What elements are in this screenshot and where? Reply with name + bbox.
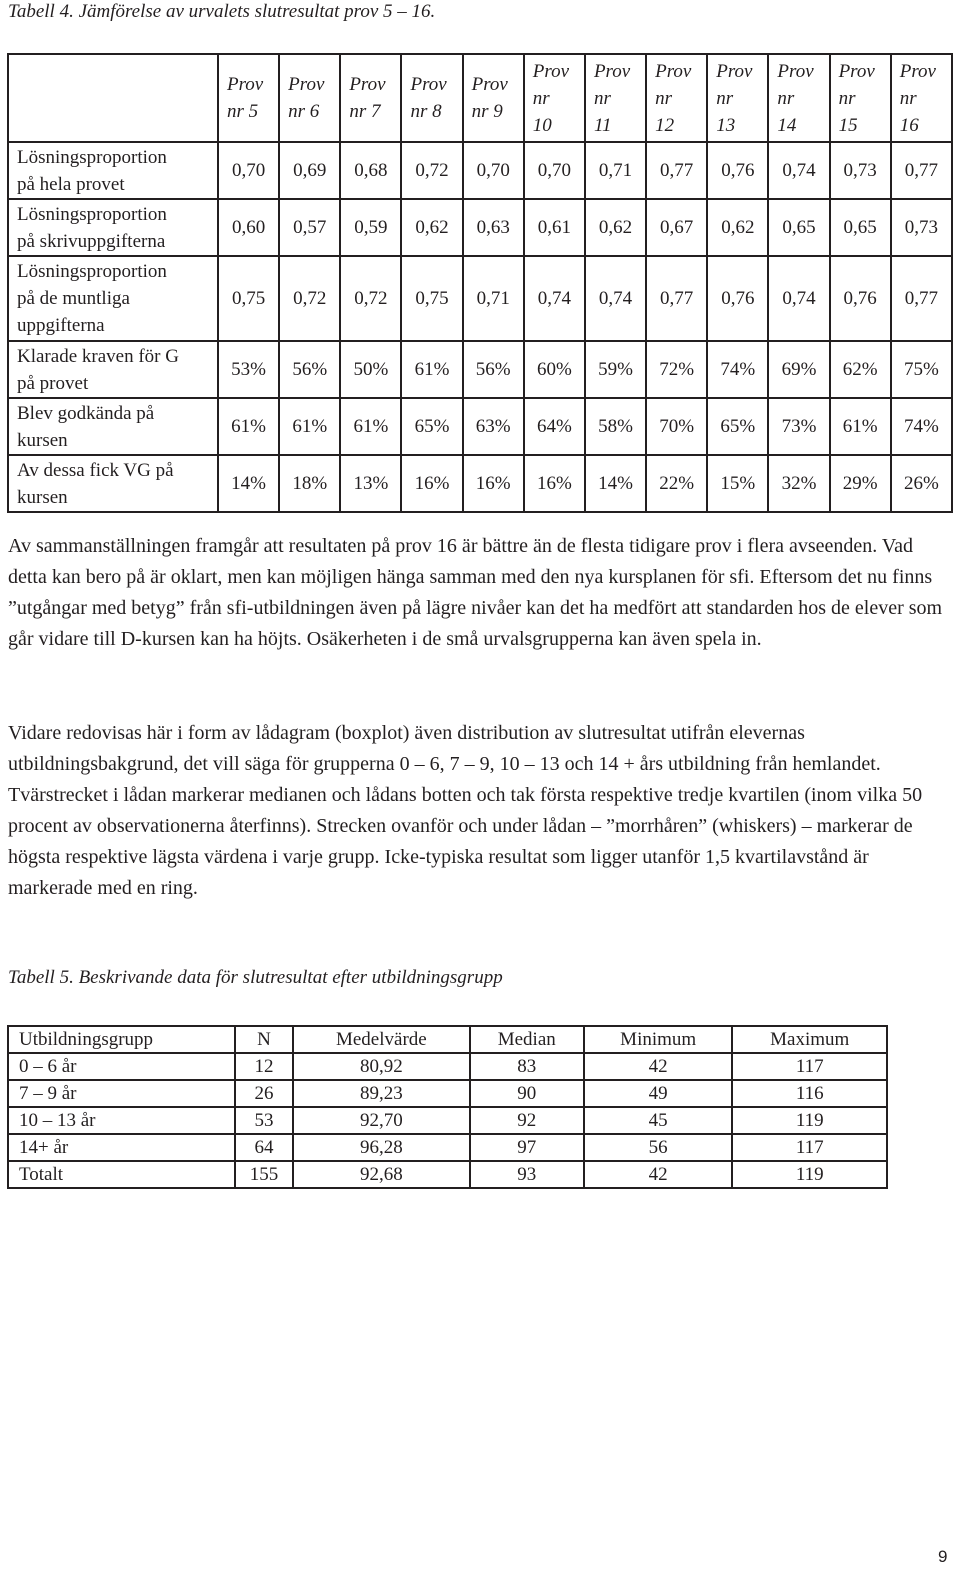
table-cell: 14+ år: [8, 1134, 235, 1161]
table-cell: 0,72: [401, 142, 462, 199]
table-cell: 0,74: [768, 142, 829, 199]
table-cell: 119: [732, 1107, 887, 1134]
table-cell: 0,74: [768, 256, 829, 341]
table-cell: 0,60: [218, 199, 279, 256]
table-cell: 0,57: [279, 199, 340, 256]
table-cell: 69%: [768, 341, 829, 398]
table-cell: 0,73: [830, 142, 891, 199]
table-cell: 0 – 6 år: [8, 1053, 235, 1080]
table-cell: 72%: [646, 341, 707, 398]
table-row: [8, 1107, 887, 1134]
table-cell: 0,69: [279, 142, 340, 199]
table-cell: 64%: [524, 398, 585, 455]
table-cell: 155: [235, 1161, 293, 1188]
table-cell: 65%: [707, 398, 768, 455]
table-cell: 56%: [463, 341, 524, 398]
column-header: Utbildningsgrupp: [8, 1026, 235, 1053]
page-number: 9: [938, 1547, 948, 1566]
table-cell: 26%: [891, 455, 952, 512]
table-row: [8, 199, 952, 256]
table-cell: 92,70: [293, 1107, 470, 1134]
table-cell: 22%: [646, 455, 707, 512]
table-cell: 29%: [830, 455, 891, 512]
header-prov-16: Prov nr 16: [891, 54, 952, 142]
table-row: [8, 1053, 887, 1080]
table-row: [8, 341, 952, 398]
table-cell: 92,68: [293, 1161, 470, 1188]
header-prov-5: Prov nr 5: [218, 54, 279, 142]
table-cell: 56: [584, 1134, 733, 1161]
table-cell: 42: [584, 1053, 733, 1080]
header-prov-6: Prov nr 6: [279, 54, 340, 142]
header-prov-14: Prov nr 14: [768, 54, 829, 142]
table-cell: 15%: [707, 455, 768, 512]
table-cell: 116: [732, 1080, 887, 1107]
table-cell: 74%: [891, 398, 952, 455]
table-cell: 16%: [401, 455, 462, 512]
table-cell: Totalt: [8, 1161, 235, 1188]
header-prov-15: Prov nr 15: [830, 54, 891, 142]
table-cell: 32%: [768, 455, 829, 512]
row-label: Lösningsproportion på de muntliga uppgifterna: [8, 256, 218, 341]
table-cell: 16%: [463, 455, 524, 512]
table-cell: 0,76: [707, 256, 768, 341]
table-cell: 0,76: [830, 256, 891, 341]
table-cell: 0,68: [340, 142, 401, 199]
table-row: [8, 398, 952, 455]
table-cell: 117: [732, 1053, 887, 1080]
table-cell: 61%: [401, 341, 462, 398]
row-label: Av dessa fick VG på kursen: [8, 455, 218, 512]
table-cell: 14%: [585, 455, 646, 512]
table-cell: 0,62: [707, 199, 768, 256]
table-cell: 61%: [830, 398, 891, 455]
table-cell: 0,77: [646, 256, 707, 341]
table-cell: 96,28: [293, 1134, 470, 1161]
row-label: Blev godkända på kursen: [8, 398, 218, 455]
table-cell: 0,62: [401, 199, 462, 256]
table-row: [8, 256, 952, 341]
table-row: [8, 142, 952, 199]
table-cell: 61%: [340, 398, 401, 455]
table-cell: 7 – 9 år: [8, 1080, 235, 1107]
table-cell: 56%: [279, 341, 340, 398]
column-header: Median: [470, 1026, 584, 1053]
table-cell: 0,65: [768, 199, 829, 256]
table-cell: 0,61: [524, 199, 585, 256]
table4-caption: Tabell 4. Jämförelse av urvalets slutresultat prov 5 – 16.: [8, 1, 436, 22]
header-prov-10: Prov nr 10: [524, 54, 585, 142]
row-label: Klarade kraven för G på provet: [8, 341, 218, 398]
table-cell: 60%: [524, 341, 585, 398]
table-cell: 13%: [340, 455, 401, 512]
table-cell: 0,65: [830, 199, 891, 256]
table-cell: 0,72: [279, 256, 340, 341]
table-cell: 45: [584, 1107, 733, 1134]
header-prov-13: Prov nr 13: [707, 54, 768, 142]
table-cell: 117: [732, 1134, 887, 1161]
row-label: Lösningsproportion på skrivuppgifterna: [8, 199, 218, 256]
table-cell: 0,72: [340, 256, 401, 341]
table-cell: 119: [732, 1161, 887, 1188]
table-cell: 0,75: [401, 256, 462, 341]
table-cell: 0,70: [524, 142, 585, 199]
table-cell: 53%: [218, 341, 279, 398]
table-cell: 0,77: [891, 256, 952, 341]
table-row: [8, 1161, 887, 1188]
table-cell: 18%: [279, 455, 340, 512]
body-paragraph-2: Vidare redovisas här i form av lådagram (boxplot) även distribution av slutresultat utifrån elevernas utbildningsbakgrund, det vill säga för grupperna 0 – 6, 7 – 9, 10 – 13 och 14 + års utbildning från hemlandet. Tvärstrecket i lådan markerar medianen och lådans botten och tak första respektive tredje kvartilen (inom vilka 50 procent av observationerna återfinns). Strecken ovanför och under lådan – ”morrhåren” (whiskers) – markerar de högsta respektive lägsta värdena i varje grupp. Icke-typiska resultat som ligger utanför 1,5 kvartilavstånd är markerade med en ring.: [8, 722, 923, 899]
table-cell: 75%: [891, 341, 952, 398]
table-cell: 0,67: [646, 199, 707, 256]
table-cell: 83: [470, 1053, 584, 1080]
header-prov-9: Prov nr 9: [463, 54, 524, 142]
table-cell: 10 – 13 år: [8, 1107, 235, 1134]
table-cell: 0,71: [585, 142, 646, 199]
table-cell: 89,23: [293, 1080, 470, 1107]
table-cell: 97: [470, 1134, 584, 1161]
table-row: [8, 1080, 887, 1107]
table-cell: 80,92: [293, 1053, 470, 1080]
table-cell: 61%: [218, 398, 279, 455]
table-cell: 0,77: [891, 142, 952, 199]
table-cell: 65%: [401, 398, 462, 455]
table5-header-row: [8, 1026, 887, 1053]
table-cell: 0,75: [218, 256, 279, 341]
header-prov-11: Prov nr 11: [585, 54, 646, 142]
table-cell: 50%: [340, 341, 401, 398]
row-label: Lösningsproportion på hela provet: [8, 142, 218, 199]
table-cell: 0,63: [463, 199, 524, 256]
table-cell: 14%: [218, 455, 279, 512]
table-cell: 90: [470, 1080, 584, 1107]
table-cell: 0,76: [707, 142, 768, 199]
table-cell: 59%: [585, 341, 646, 398]
table-cell: 16%: [524, 455, 585, 512]
table4-header-row: [8, 54, 952, 142]
body-paragraph-1: Av sammanställningen framgår att resultaten på prov 16 är bättre än de flesta tidigare prov i flera avseenden. Vad detta kan bero på är oklart, men kan möjligen hänga samman med den nya kursplanen för sfi. Eftersom det nu finns ”utgångar med betyg” från sfi-utbildningen även på lägre nivåer kan det ha medfört att standarden hos de elever som går vidare till D-kursen kan ha höjts. Osäkerheten i de små urvalsgrupperna kan även spela in.: [8, 535, 943, 650]
table-cell: 42: [584, 1161, 733, 1188]
column-header: Medelvärde: [293, 1026, 470, 1053]
table-cell: 12: [235, 1053, 293, 1080]
descriptive-data-table: [7, 1025, 888, 1189]
table4-corner-cell: [8, 54, 218, 142]
table-cell: 0,59: [340, 199, 401, 256]
table-cell: 0,70: [218, 142, 279, 199]
column-header: Maximum: [732, 1026, 887, 1053]
table-cell: 0,62: [585, 199, 646, 256]
column-header: Minimum: [584, 1026, 733, 1053]
table-cell: 26: [235, 1080, 293, 1107]
table-cell: 73%: [768, 398, 829, 455]
table-cell: 0,70: [463, 142, 524, 199]
table-cell: 53: [235, 1107, 293, 1134]
column-header: N: [235, 1026, 293, 1053]
table-cell: 63%: [463, 398, 524, 455]
comparison-table: [7, 53, 953, 513]
header-prov-7: Prov nr 7: [340, 54, 401, 142]
table-cell: 64: [235, 1134, 293, 1161]
table-row: [8, 1134, 887, 1161]
table-cell: 70%: [646, 398, 707, 455]
table-cell: 62%: [830, 341, 891, 398]
header-prov-8: Prov nr 8: [401, 54, 462, 142]
table-cell: 74%: [707, 341, 768, 398]
table-row: [8, 455, 952, 512]
table-cell: 0,77: [646, 142, 707, 199]
table-cell: 93: [470, 1161, 584, 1188]
table-cell: 61%: [279, 398, 340, 455]
table-cell: 92: [470, 1107, 584, 1134]
table5-caption: Tabell 5. Beskrivande data för slutresultat efter utbildningsgrupp: [8, 967, 503, 988]
table-cell: 0,74: [585, 256, 646, 341]
table-cell: 0,73: [891, 199, 952, 256]
table-cell: 0,74: [524, 256, 585, 341]
header-prov-12: Prov nr 12: [646, 54, 707, 142]
table-cell: 49: [584, 1080, 733, 1107]
table-cell: 58%: [585, 398, 646, 455]
table-cell: 0,71: [463, 256, 524, 341]
